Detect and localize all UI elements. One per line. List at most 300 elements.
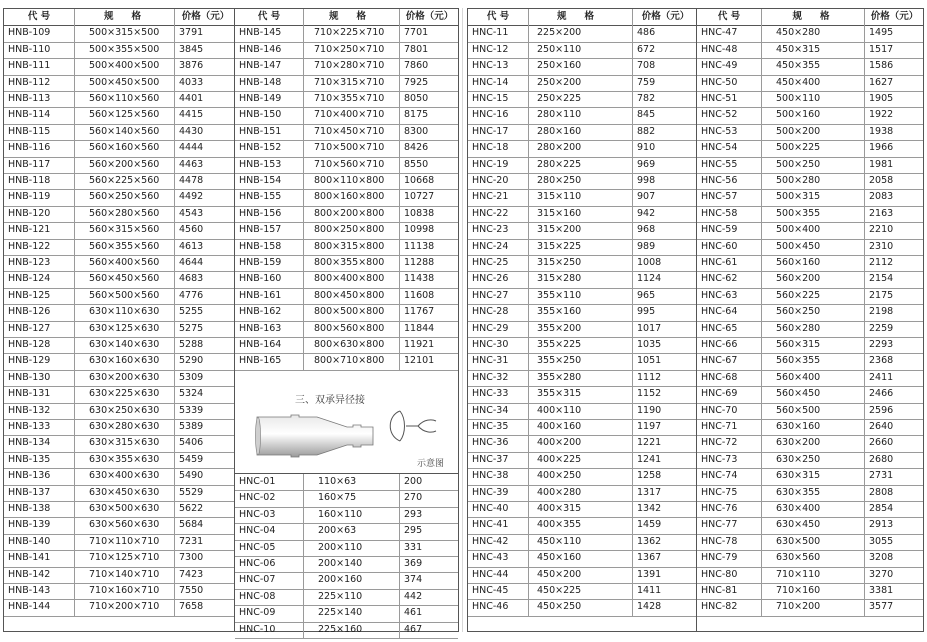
- table-header-row: [4, 9, 234, 26]
- cell-spec: 225×140: [303, 605, 399, 621]
- cell-code: HNC-23: [472, 224, 509, 236]
- table-row: [697, 173, 923, 190]
- cell-spec: 710×125×710: [74, 550, 174, 566]
- cell-code: HNC-56: [701, 175, 738, 186]
- table-row: [468, 288, 696, 305]
- cell-spec: 800×355×800: [303, 255, 399, 271]
- cell-code: HNC-70: [701, 404, 738, 416]
- table-row: [4, 140, 234, 157]
- cell-price: 2640: [864, 419, 924, 435]
- cell-spec: 500×160: [761, 107, 864, 123]
- table-row: [468, 386, 696, 403]
- cell-price: 2913: [864, 517, 924, 533]
- cell-price: 2210: [864, 222, 924, 238]
- cell-code: HNC-58: [701, 207, 738, 219]
- cell-spec: 450×110: [528, 534, 632, 550]
- cell-code: HNC-80: [701, 568, 738, 580]
- cell-spec: 500×355: [761, 206, 864, 222]
- cell-code: HNC-09: [239, 607, 276, 619]
- table-row: [4, 419, 234, 436]
- cell-code: HNC-38: [472, 470, 509, 482]
- cell-spec: 560×450: [761, 386, 864, 402]
- cell-spec: 710×160×710: [74, 583, 174, 599]
- cell-price: 10727: [399, 189, 459, 205]
- cell-price: 1152: [632, 386, 698, 402]
- table-row: [468, 337, 696, 354]
- cell-price: 3876: [174, 58, 236, 74]
- header-price: 价格（元）: [864, 9, 924, 25]
- table-row: [697, 534, 923, 551]
- cell-code: HNB-133: [8, 421, 51, 432]
- table-row: [697, 567, 923, 584]
- header-price: 价格（元）: [399, 9, 459, 25]
- table-row: [697, 75, 923, 92]
- table-row: [697, 583, 923, 600]
- cell-spec: 560×160: [761, 255, 864, 271]
- cell-spec: 630×355: [761, 485, 864, 501]
- price-table-col3: [467, 8, 697, 632]
- table-row: [235, 540, 458, 557]
- table-row: [235, 605, 458, 622]
- cell-code: HNB-120: [8, 207, 51, 219]
- cell-price: 7300: [174, 550, 236, 566]
- cell-code: HNC-16: [472, 109, 509, 121]
- cell-code: HNC-46: [472, 601, 509, 613]
- cell-code: HNC-53: [701, 125, 738, 137]
- table-row: [468, 419, 696, 436]
- cell-spec: 630×315×630: [74, 435, 174, 451]
- cell-price: 10668: [399, 173, 459, 189]
- cell-price: 2058: [864, 173, 924, 189]
- table-row: [235, 107, 458, 124]
- cell-code: HNC-34: [472, 404, 509, 416]
- table-row: [235, 189, 458, 206]
- cell-spec: 355×315: [528, 386, 632, 402]
- cell-price: 1495: [864, 25, 924, 41]
- cell-code: HNC-63: [701, 289, 738, 301]
- cell-code: HNB-147: [239, 60, 282, 72]
- table-row: [235, 75, 458, 92]
- cell-spec: 630×125×630: [74, 321, 174, 337]
- cell-price: 467: [399, 622, 459, 638]
- table-row: [4, 157, 234, 174]
- cell-code: HNB-143: [8, 585, 51, 596]
- table-row: [4, 517, 234, 534]
- cell-code: HNB-125: [8, 289, 51, 301]
- cell-spec: 250×160: [528, 58, 632, 74]
- table-row: [235, 58, 458, 75]
- header-code: 代 号: [486, 11, 510, 22]
- cell-price: 2163: [864, 206, 924, 222]
- cell-spec: 800×710×800: [303, 353, 399, 369]
- cell-price: 10998: [399, 222, 459, 238]
- cell-price: 2259: [864, 321, 924, 337]
- cell-spec: 500×450×500: [74, 75, 174, 91]
- cell-price: 11438: [399, 271, 459, 287]
- cell-code: HNC-47: [701, 27, 738, 39]
- table-row: [4, 567, 234, 584]
- cell-code: HNC-65: [701, 322, 738, 334]
- cell-price: 2175: [864, 288, 924, 304]
- cell-code: HNC-79: [701, 552, 738, 564]
- table-row: [697, 435, 923, 452]
- cell-code: HNB-163: [239, 322, 282, 334]
- cell-price: 2368: [864, 353, 924, 369]
- cell-price: 1905: [864, 91, 924, 107]
- table-row: [468, 403, 696, 420]
- cell-price: 7801: [399, 42, 459, 58]
- cell-spec: 315×160: [528, 206, 632, 222]
- cell-price: 882: [632, 124, 698, 140]
- cell-price: 293: [399, 507, 459, 523]
- cell-spec: 400×250: [528, 468, 632, 484]
- cell-price: 3845: [174, 42, 236, 58]
- header-price: 价格（元）: [632, 9, 698, 25]
- cell-spec: 315×200: [528, 222, 632, 238]
- cell-code: HNC-35: [472, 421, 509, 432]
- cell-code: HNB-110: [8, 43, 51, 55]
- table-row: [4, 321, 234, 338]
- cell-code: HNC-15: [472, 93, 509, 104]
- table-row: [697, 468, 923, 485]
- cell-spec: 630×560×630: [74, 517, 174, 533]
- table-row: [4, 288, 234, 305]
- cell-code: HNC-73: [701, 453, 738, 465]
- cell-spec: 500×355×500: [74, 42, 174, 58]
- cell-price: 1221: [632, 435, 698, 451]
- cell-price: 2293: [864, 337, 924, 353]
- cell-spec: 355×200: [528, 321, 632, 337]
- table-row: [468, 140, 696, 157]
- cell-price: 295: [399, 523, 459, 539]
- cell-code: HNB-116: [8, 142, 51, 154]
- table-row: [468, 370, 696, 387]
- cell-price: 4401: [174, 91, 236, 107]
- cell-spec: 500×315: [761, 189, 864, 205]
- table-row: [697, 91, 923, 108]
- cell-code: HNC-17: [472, 125, 509, 137]
- cell-spec: 400×225: [528, 452, 632, 468]
- cell-price: 2808: [864, 485, 924, 501]
- table-row: [697, 255, 923, 272]
- cell-code: HNC-26: [472, 273, 509, 285]
- table-row: [235, 255, 458, 272]
- table-row: [4, 353, 234, 370]
- cell-code: HNB-109: [8, 27, 51, 39]
- cell-code: HNC-49: [701, 60, 738, 72]
- cell-code: HNC-13: [472, 60, 509, 72]
- cell-code: HNB-114: [8, 109, 51, 121]
- header-spec: 规格: [74, 9, 174, 25]
- cell-price: 5529: [174, 485, 236, 501]
- cell-price: 1428: [632, 599, 698, 615]
- cell-code: HNC-12: [472, 43, 509, 55]
- cell-spec: 710×450×710: [303, 124, 399, 140]
- cell-spec: 710×280×710: [303, 58, 399, 74]
- cell-price: 4683: [174, 271, 236, 287]
- diagram-caption: 示意图: [416, 459, 444, 469]
- cell-price: 5288: [174, 337, 236, 353]
- cell-price: 2680: [864, 452, 924, 468]
- table-row: [4, 206, 234, 223]
- cell-spec: 630×200: [761, 435, 864, 451]
- cell-spec: 710×160: [761, 583, 864, 599]
- cell-code: HNB-153: [239, 158, 282, 170]
- cell-price: 1367: [632, 550, 698, 566]
- cell-code: HNC-51: [701, 93, 738, 104]
- cell-code: HNB-159: [239, 257, 282, 268]
- cell-price: 1317: [632, 485, 698, 501]
- cell-spec: 560×500: [761, 403, 864, 419]
- cell-code: HNB-165: [239, 355, 282, 367]
- cell-code: HNB-131: [8, 388, 51, 400]
- cell-price: 1627: [864, 75, 924, 91]
- table-row: [4, 58, 234, 75]
- table-row: [235, 622, 458, 639]
- cell-price: 461: [399, 605, 459, 621]
- cell-code: HNB-137: [8, 486, 51, 498]
- cell-spec: 560×140×560: [74, 124, 174, 140]
- cell-spec: 710×315×710: [303, 75, 399, 91]
- cell-spec: 110×63: [303, 474, 399, 490]
- cell-price: 2731: [864, 468, 924, 484]
- cell-price: 1051: [632, 353, 698, 369]
- cell-spec: 225×110: [303, 589, 399, 605]
- cell-spec: 560×250×560: [74, 189, 174, 205]
- cell-price: 5290: [174, 353, 236, 369]
- table-row: [697, 288, 923, 305]
- cell-spec: 560×280×560: [74, 206, 174, 222]
- cell-spec: 710×225×710: [303, 25, 399, 41]
- cell-spec: 710×200: [761, 599, 864, 615]
- table-row: [235, 304, 458, 321]
- cell-spec: 560×110×560: [74, 91, 174, 107]
- cell-code: HNB-119: [8, 191, 51, 203]
- cell-spec: 355×110: [528, 288, 632, 304]
- table-row: [697, 403, 923, 420]
- cell-price: 8050: [399, 91, 459, 107]
- cell-price: 11921: [399, 337, 459, 353]
- cell-price: 1112: [632, 370, 698, 386]
- cell-price: 442: [399, 589, 459, 605]
- cell-code: HNC-68: [701, 371, 738, 383]
- cell-price: 3055: [864, 534, 924, 550]
- table-row: [4, 370, 234, 387]
- page-divider: [462, 8, 463, 632]
- table-row: [697, 189, 923, 206]
- cell-price: 4033: [174, 75, 236, 91]
- cell-price: 1258: [632, 468, 698, 484]
- table-row: [697, 599, 923, 616]
- table-row: [4, 485, 234, 502]
- cell-spec: 710×250×710: [303, 42, 399, 58]
- cell-code: HNC-31: [472, 355, 509, 367]
- table-row: [235, 589, 458, 606]
- cell-spec: 400×200: [528, 435, 632, 451]
- cell-price: 1197: [632, 419, 698, 435]
- table-row: [4, 25, 234, 42]
- table-row: [4, 337, 234, 354]
- cell-price: 4430: [174, 124, 236, 140]
- price-table-col1: [3, 8, 235, 632]
- table-row: [4, 189, 234, 206]
- cell-code: HNB-140: [8, 535, 51, 547]
- header-code: 代 号: [257, 11, 281, 22]
- cell-code: HNC-07: [239, 574, 276, 586]
- cell-price: 1017: [632, 321, 698, 337]
- cell-spec: 280×250: [528, 173, 632, 189]
- table-row: [4, 239, 234, 256]
- cell-code: HNB-117: [8, 158, 51, 170]
- table-row: [468, 173, 696, 190]
- table-row: [4, 550, 234, 567]
- table-row: [235, 337, 458, 354]
- cell-spec: 450×200: [528, 567, 632, 583]
- cell-spec: 315×250: [528, 255, 632, 271]
- cell-price: 907: [632, 189, 698, 205]
- right-page: [467, 8, 924, 632]
- cell-code: HNC-30: [472, 339, 509, 350]
- cell-code: HNC-39: [472, 486, 509, 498]
- cell-code: HNC-43: [472, 552, 509, 564]
- cell-code: HNB-124: [8, 273, 51, 285]
- header-spec: 规格: [303, 9, 399, 25]
- cell-price: 8550: [399, 157, 459, 173]
- cell-spec: 560×355×560: [74, 239, 174, 255]
- table-row: [468, 304, 696, 321]
- cell-code: HNB-152: [239, 142, 282, 154]
- table-row: [4, 124, 234, 141]
- table-row: [468, 517, 696, 534]
- cell-spec: 500×315×500: [74, 25, 174, 41]
- cell-code: HNC-11: [472, 27, 509, 39]
- table-row: [697, 271, 923, 288]
- cell-code: HNC-04: [239, 525, 276, 537]
- table-row: [4, 91, 234, 108]
- cell-price: 1459: [632, 517, 698, 533]
- table-row: [468, 501, 696, 518]
- cell-code: HNC-54: [701, 142, 738, 154]
- fitting-diagram-section: [235, 387, 458, 474]
- cell-spec: 250×110: [528, 42, 632, 58]
- table-row: [697, 157, 923, 174]
- cell-code: HNC-48: [701, 43, 738, 55]
- table-row: [468, 435, 696, 452]
- table-row: [468, 485, 696, 502]
- cell-code: HNB-135: [8, 453, 51, 465]
- cell-spec: 450×315: [761, 42, 864, 58]
- cell-price: 989: [632, 239, 698, 255]
- cell-price: 5339: [174, 403, 236, 419]
- cell-price: 4492: [174, 189, 236, 205]
- cell-price: 8175: [399, 107, 459, 123]
- table-row: [4, 435, 234, 452]
- cell-price: 331: [399, 540, 459, 556]
- cell-code: HNC-24: [472, 240, 509, 252]
- cell-price: 7925: [399, 75, 459, 91]
- cell-price: 1586: [864, 58, 924, 74]
- table-row: [4, 107, 234, 124]
- cell-spec: 630×450: [761, 517, 864, 533]
- table-row: [468, 599, 696, 616]
- table-row: [697, 222, 923, 239]
- cell-code: HNB-128: [8, 339, 51, 350]
- cell-code: HNC-29: [472, 322, 509, 334]
- cell-price: 1411: [632, 583, 698, 599]
- cell-code: HNB-122: [8, 240, 51, 252]
- cell-spec: 355×225: [528, 337, 632, 353]
- cell-code: HNC-61: [701, 257, 738, 268]
- table-row: [4, 468, 234, 485]
- table-row: [468, 222, 696, 239]
- cell-spec: 400×315: [528, 501, 632, 517]
- cell-code: HNC-71: [701, 421, 738, 432]
- table-row: [468, 75, 696, 92]
- table-row: [4, 255, 234, 272]
- header-price: 价格（元）: [174, 9, 236, 25]
- cell-code: HNB-130: [8, 371, 51, 383]
- cell-spec: 355×250: [528, 353, 632, 369]
- cell-spec: 630×225×630: [74, 386, 174, 402]
- cell-price: 1008: [632, 255, 698, 271]
- cell-price: 968: [632, 222, 698, 238]
- cell-price: 5490: [174, 468, 236, 484]
- cell-spec: 560×500×560: [74, 288, 174, 304]
- cell-price: 965: [632, 288, 698, 304]
- cell-spec: 200×140: [303, 556, 399, 572]
- cell-code: HNC-78: [701, 535, 738, 547]
- table-header-row: [235, 9, 458, 26]
- table-row: [235, 157, 458, 174]
- cell-spec: 630×500×630: [74, 501, 174, 517]
- cell-price: 11608: [399, 288, 459, 304]
- cell-price: 1124: [632, 271, 698, 287]
- cell-code: HNC-05: [239, 541, 276, 553]
- table-row: [468, 353, 696, 370]
- cell-code: HNC-28: [472, 306, 509, 318]
- cell-spec: 630×500: [761, 534, 864, 550]
- left-page: [3, 8, 459, 635]
- cell-spec: 160×75: [303, 490, 399, 506]
- cell-price: 4613: [174, 239, 236, 255]
- cell-price: 1362: [632, 534, 698, 550]
- table-row: [468, 239, 696, 256]
- table-row: [468, 107, 696, 124]
- table-row: [468, 42, 696, 59]
- cell-price: 4644: [174, 255, 236, 271]
- cell-price: 1391: [632, 567, 698, 583]
- table-row: [235, 523, 458, 540]
- cell-spec: 160×110: [303, 507, 399, 523]
- table-row: [468, 567, 696, 584]
- cell-price: 8426: [399, 140, 459, 156]
- table-row: [468, 271, 696, 288]
- cell-code: HNC-08: [239, 590, 276, 602]
- table-row: [235, 271, 458, 288]
- cell-spec: 500×200: [761, 124, 864, 140]
- cell-code: HNB-113: [8, 93, 51, 104]
- cell-price: 5309: [174, 370, 236, 386]
- table-row: [4, 42, 234, 59]
- cell-spec: 710×200×710: [74, 599, 174, 615]
- header-code: 代 号: [27, 11, 51, 22]
- cell-code: HNB-148: [239, 76, 282, 88]
- table-row: [697, 206, 923, 223]
- cell-price: 5622: [174, 501, 236, 517]
- cell-price: 10838: [399, 206, 459, 222]
- cell-spec: 800×450×800: [303, 288, 399, 304]
- cell-spec: 355×280: [528, 370, 632, 386]
